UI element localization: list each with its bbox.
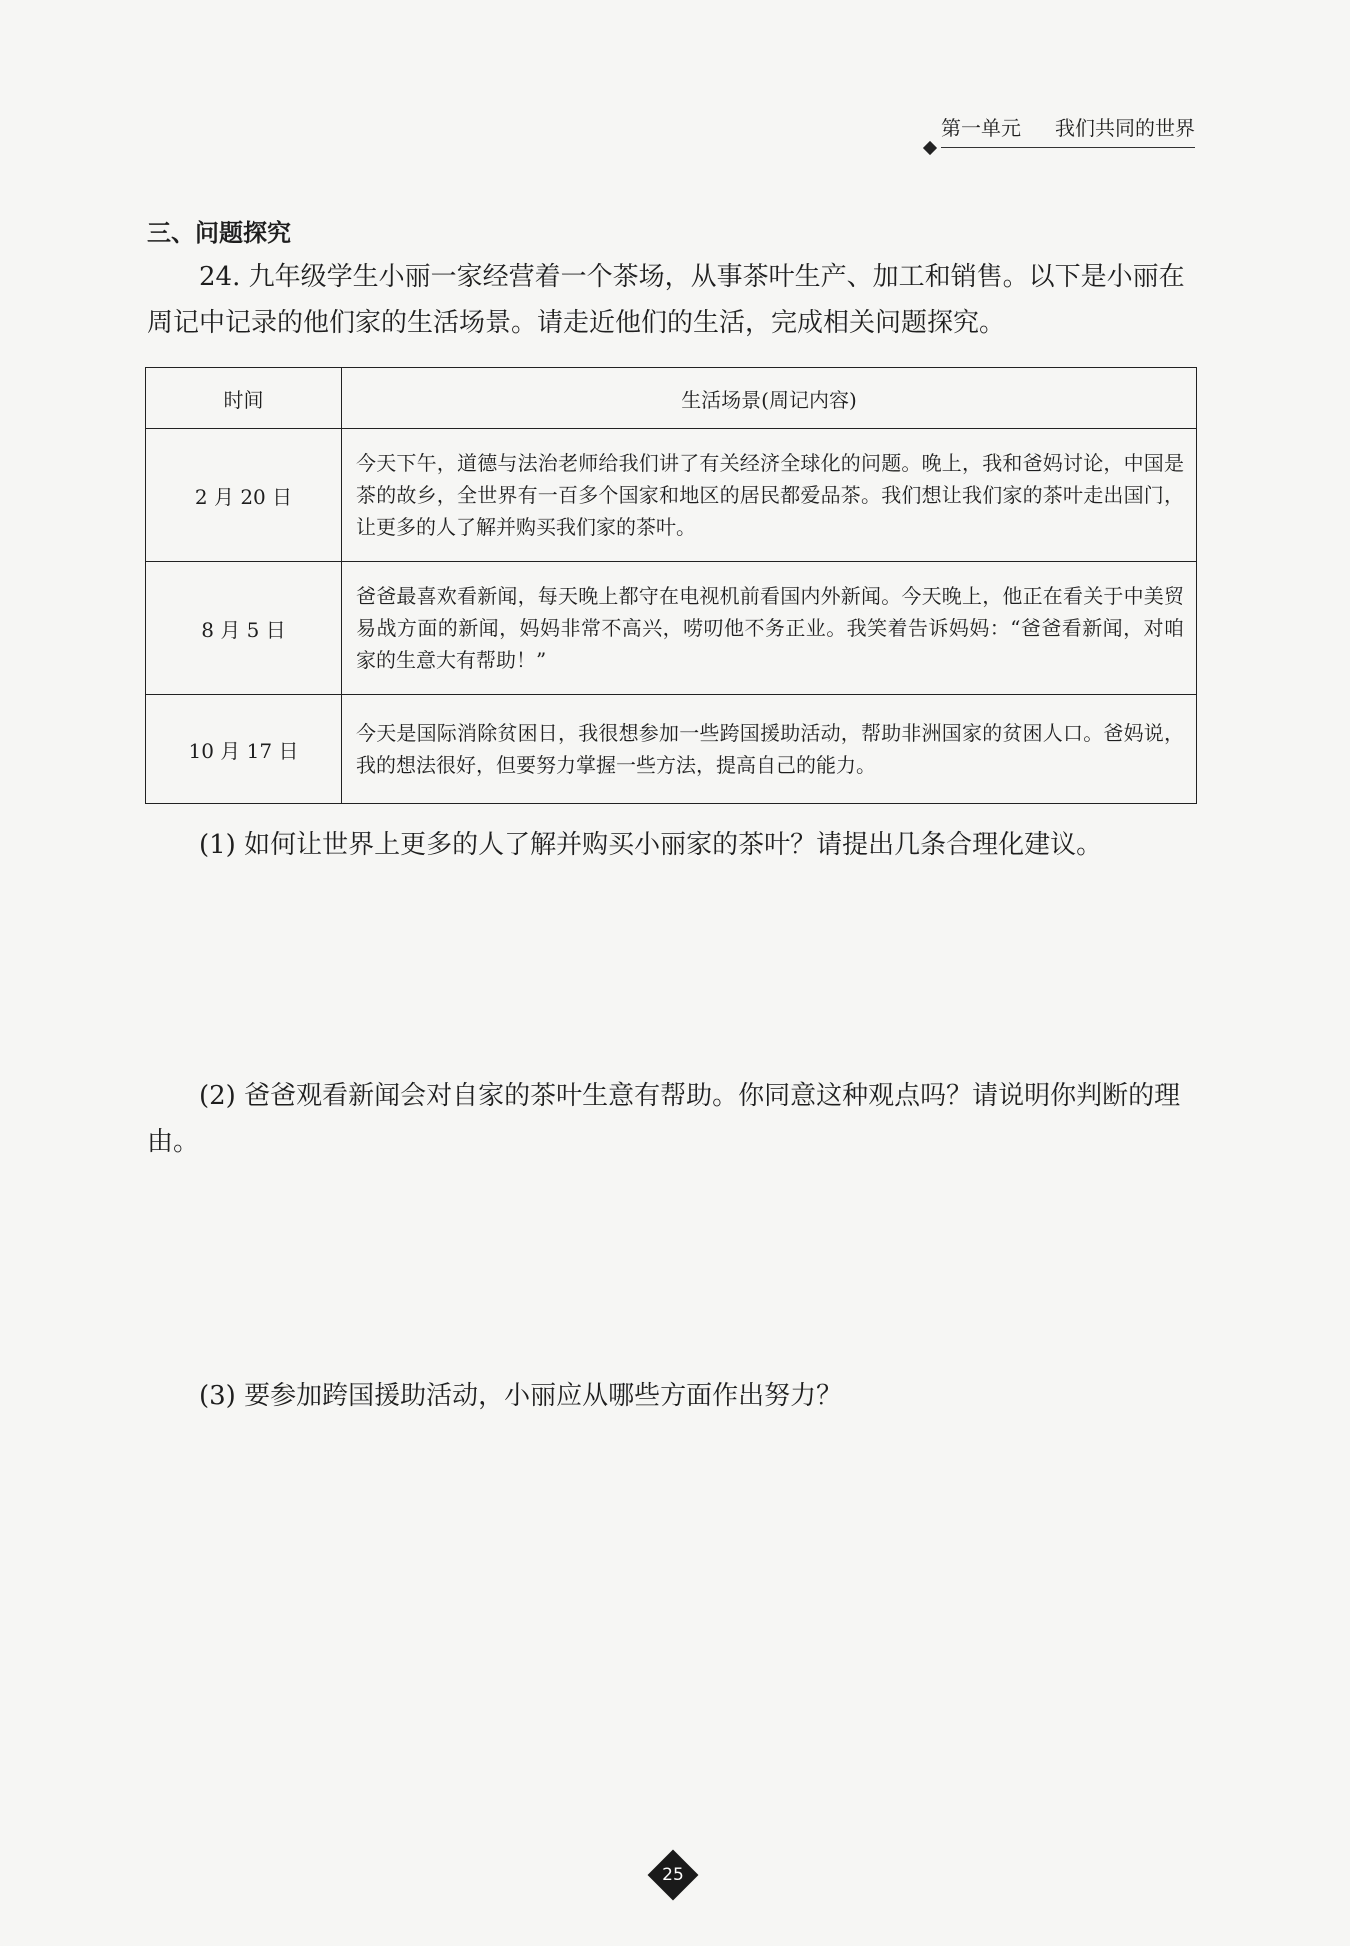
table-row bbox=[146, 429, 1197, 562]
column-header-date: 时间 bbox=[146, 368, 342, 429]
sub-question-1: (1) 如何让世界上更多的人了解并购买小丽家的茶叶？请提出几条合理化建议。 bbox=[199, 830, 1103, 860]
page-number: 25 bbox=[662, 1865, 684, 1885]
table-row bbox=[146, 695, 1197, 804]
unit-label: 第一单元 bbox=[941, 116, 1021, 140]
running-head bbox=[941, 112, 1195, 148]
row-date: 2 月 20 日 bbox=[146, 429, 342, 562]
diamond-bullet-icon bbox=[923, 141, 937, 155]
table-row bbox=[146, 562, 1197, 695]
question-intro: 24. 九年级学生小丽一家经营着一个茶场，从事茶叶生产、加工和销售。以下是小丽在周记中记录的他们家的生活场景。请走近他们的生活，完成相关问题探究。 bbox=[147, 262, 1185, 338]
row-content: 今天下午，道德与法治老师给我们讲了有关经济全球化的问题。晚上，我和爸妈讨论，中国是茶的故乡，全世界有一百多个国家和地区的居民都爱品茶。我们想让我们家的茶叶走出国门，让更多的人了解并购买我们家的茶叶。 bbox=[342, 429, 1197, 562]
section-title: 三、问题探究 bbox=[147, 219, 291, 247]
sub-question-3: (3) 要参加跨国援助活动，小丽应从哪些方面作出努力？ bbox=[199, 1381, 843, 1411]
weekly-journal-table bbox=[145, 367, 1197, 804]
row-content: 爸爸最喜欢看新闻，每天晚上都守在电视机前看国内外新闻。今天晚上，他正在看关于中美贸易战方面的新闻，妈妈非常不高兴，唠叨他不务正业。我笑着告诉妈妈：“爸爸看新闻，对咱家的生意大有帮助！” bbox=[342, 562, 1197, 695]
sub-question-2: (2) 爸爸观看新闻会对自家的茶叶生意有帮助。你同意这种观点吗？请说明你判断的理由。 bbox=[147, 1081, 1181, 1157]
row-content: 今天是国际消除贫困日，我很想参加一些跨国援助活动，帮助非洲国家的贫困人口。爸妈说，我的想法很好，但要努力掌握一些方法，提高自己的能力。 bbox=[342, 695, 1197, 804]
row-date: 8 月 5 日 bbox=[146, 562, 342, 695]
page-number-badge bbox=[648, 1850, 698, 1900]
column-header-content: 生活场景(周记内容) bbox=[342, 368, 1197, 429]
table-header-row bbox=[146, 368, 1197, 429]
row-date: 10 月 17 日 bbox=[146, 695, 342, 804]
unit-title: 我们共同的世界 bbox=[1055, 116, 1195, 140]
